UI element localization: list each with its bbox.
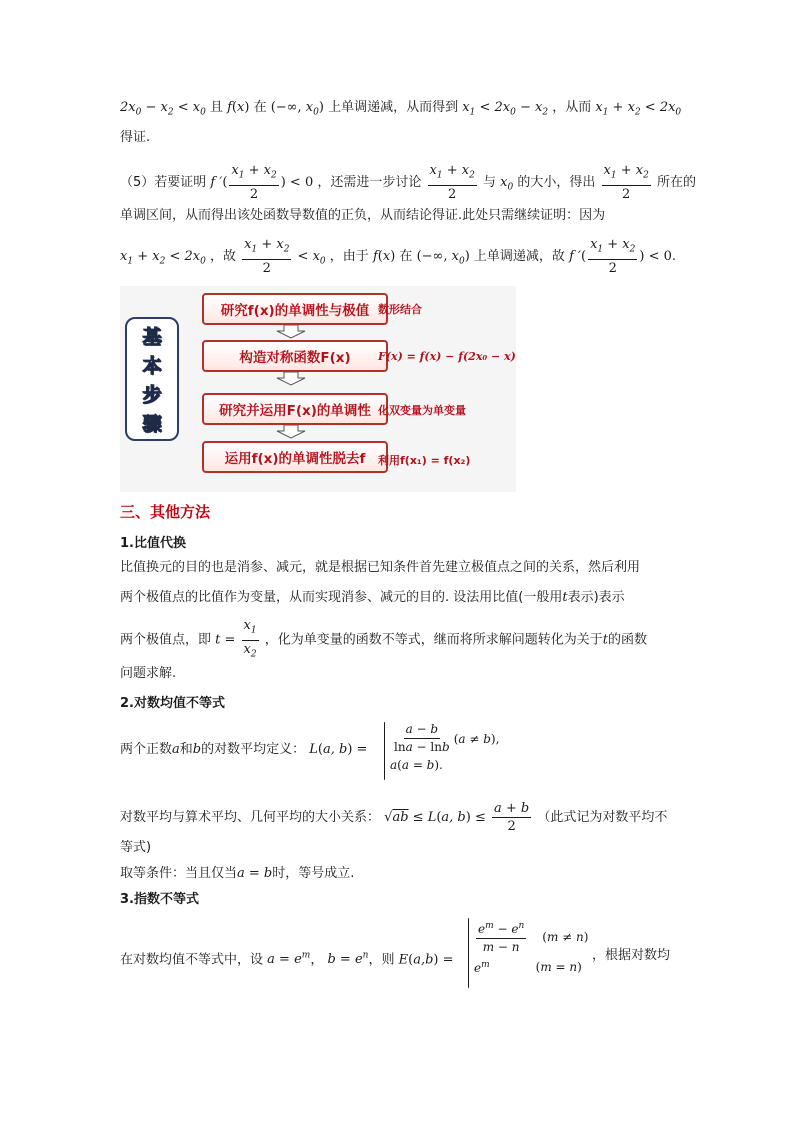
step-box-1: 研究f(x)的单调性与极值 — [202, 293, 388, 325]
side-label-box: 基 本 步 骤 — [125, 317, 179, 441]
fraction: $\frac{x_1 + x_2}{2}$ — [603, 163, 649, 202]
subsection-2-title: 2.对数均值不等式 — [120, 696, 225, 711]
step-box-3: 研究并运用F(x)的单调性 — [202, 393, 388, 425]
down-arrow-icon — [276, 325, 306, 339]
exp-mean-cases: $\frac{e^m - e^n}{m - n}$ (m ≠ n) $e^m$ (m = n) — [474, 918, 588, 975]
log-mean-definition: 两个正数a和b的对数平均定义： L(a, b) = — [120, 742, 368, 757]
fraction: $\frac{x_1 + x_2}{2}$ — [244, 237, 290, 276]
para-ratio-line-1: 比值换元的目的也是消参、减元，就是根据已知条件首先建立极值点之间的关系，然后利用 — [120, 560, 641, 575]
para-line-1: $2x_0 - x_2 < x_0$ 且 f(x) 在 (−∞, $x_0$) 上单调递减，从而得到 $x_1 < 2x_0 - x_2$ ，从而 $x_1 + x_2 < 2x_0$ — [120, 100, 682, 118]
para5-line-1: （5）若要证明 f ′( $\frac{x_1 + x_2}{2}$ ) < 0 ，还需进一步讨论 $\frac{x_1 + x_2}{2}$ 与 $x_0$ 的大小，得出 $\frac{x_1 + x_2}{2}$ 所在的 — [120, 163, 696, 202]
log-mean-inequality-cont: 等式) — [120, 840, 152, 855]
exp-inequality-line: 在对数均值不等式中，设 $a = e^m$， $b = e^n$，则 E(a,b) = — [120, 951, 454, 968]
fraction: $\frac{a + b}{2}$ — [494, 801, 530, 834]
step-note-3: 化双变量为单变量 — [378, 404, 466, 417]
basic-steps-diagram — [120, 286, 516, 492]
subsection-3-title: 3.指数不等式 — [120, 892, 199, 907]
para-ratio-line-2: 两个极值点的比值作为变量，从而实现消参、减元的目的. 设法用比值(一般用t表示)表示 — [120, 590, 625, 605]
fraction: $\frac{x_1 + x_2}{2}$ — [429, 163, 475, 202]
log-mean-inequality: 对数平均与算术平均、几何平均的大小关系： √ab ≤ L(a, b) ≤ $\frac{a + b}{2}$ （此式记为对数平均不 — [120, 801, 668, 834]
fraction: $\frac{x_1 + x_2}{2}$ — [590, 237, 636, 276]
brace — [384, 722, 385, 780]
exp-inequality-tail: ，根据对数均 — [592, 948, 671, 963]
step-box-4: 运用f(x)的单调性脱去f — [202, 441, 388, 473]
equality-condition: 取等条件：当且仅当a = b时，等号成立. — [120, 866, 355, 881]
section-title: 三、其他方法 — [120, 503, 211, 521]
down-arrow-icon — [276, 425, 306, 439]
subsection-1-title: 1.比值代换 — [120, 536, 186, 551]
para5-line-3: $x_1 + x_2 < 2x_0$ ，故 $\frac{x_1 + x_2}{2}$ < $x_0$ ，由于 f(x) 在 (−∞, $x_0$) 上单调递减，故 f ′( $\frac{x_1 + x_2}{2}$ ) < 0. — [120, 237, 677, 276]
step-note-2: F(x) = f(x) − f(2x₀ − x) — [378, 350, 516, 363]
step-note-4: 利用f(x₁) = f(x₂) — [378, 454, 471, 467]
log-mean-cases: $\frac{a - b}{\ln a - \ln b}$ ( a ≠ b ), a(a = b). — [390, 722, 500, 772]
brace — [468, 918, 469, 988]
para-ratio-line-4: 问题求解. — [120, 666, 177, 681]
fraction: $\frac{x_1 + x_2}{2}$ — [231, 163, 277, 202]
step-box-2: 构造对称函数F(x) — [202, 340, 388, 372]
para-line-2: 得证. — [120, 130, 151, 145]
fraction: $\frac{x_1}{x_2}$ — [243, 618, 257, 660]
step-note-1: 数形结合 — [378, 303, 422, 316]
para-ratio-line-3: 两个极值点，即 t = $\frac{x_1}{x_2}$ ，化为单变量的函数不等式，继而将所求解问题转化为关于t的函数 — [120, 617, 647, 663]
para5-line-2: 单调区间，从而得出该处函数导数值的正负，从而结论得证.此处只需继续证明：因为 — [120, 208, 606, 223]
down-arrow-icon — [276, 372, 306, 386]
